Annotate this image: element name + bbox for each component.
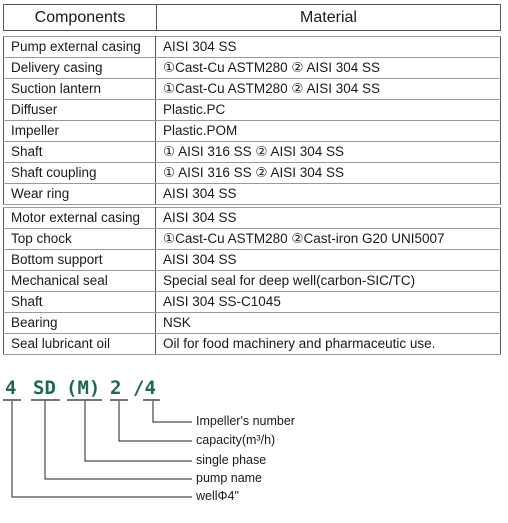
leader-line-impellers xyxy=(153,401,192,422)
code-part-impellers: /4 xyxy=(133,377,156,399)
component-cell: Suction lantern xyxy=(4,79,156,100)
header-material: Material xyxy=(300,8,357,26)
header-components: Components xyxy=(4,5,157,30)
caption-phase: single phase xyxy=(196,453,267,467)
component-cell: Top chock xyxy=(4,229,156,250)
code-part-series: SD xyxy=(33,377,56,399)
code-part-capacity: 2 xyxy=(110,377,122,399)
leader-line-phase xyxy=(85,401,192,461)
caption-impellers: Impeller's number xyxy=(196,414,295,428)
caption-capacity: capacity(m³/h) xyxy=(196,433,276,447)
material-cell: ①Cast-Cu ASTM280 ② AISI 304 SS xyxy=(156,58,501,79)
material-cell: AISI 304 SS xyxy=(156,250,501,271)
component-cell: Pump external casing xyxy=(4,37,156,58)
material-cell: NSK xyxy=(156,313,501,334)
component-cell: Diffuser xyxy=(4,100,156,121)
leader-line-capacity xyxy=(119,401,192,441)
component-cell: Seal lubricant oil xyxy=(4,334,156,355)
material-cell: Oil for food machinery and pharmaceutic use. xyxy=(156,334,501,355)
component-cell: Motor external casing xyxy=(4,208,156,229)
component-cell: Impeller xyxy=(4,121,156,142)
component-cell: Wear ring xyxy=(4,184,156,205)
component-cell: Bearing xyxy=(4,313,156,334)
material-cell: Plastic.POM xyxy=(156,121,501,142)
material-cell: Plastic.PC xyxy=(156,100,501,121)
component-cell: Mechanical seal xyxy=(4,271,156,292)
component-cell: Bottom support xyxy=(4,250,156,271)
caption-wellsize: wellΦ4" xyxy=(196,489,239,503)
material-cell: AISI 304 SS xyxy=(156,37,501,58)
code-part-phase: (M) xyxy=(66,377,101,399)
component-cell: Shaft xyxy=(4,142,156,163)
component-cell: Shaft xyxy=(4,292,156,313)
material-cell: AISI 304 SS-C1045 xyxy=(156,292,501,313)
material-cell: AISI 304 SS xyxy=(156,208,501,229)
component-cell: Shaft coupling xyxy=(4,163,156,184)
material-cell: AISI 304 SS xyxy=(156,184,501,205)
material-cell: ① AISI 316 SS ② AISI 304 SS xyxy=(156,142,501,163)
leader-line-wellsize xyxy=(12,401,192,497)
caption-pumpname: pump name xyxy=(196,471,263,485)
material-cell: Special seal for deep well(carbon-SIC/TC) xyxy=(156,271,501,292)
material-cell: ①Cast-Cu ASTM280 ② AISI 304 SS xyxy=(156,79,501,100)
material-cell: ①Cast-Cu ASTM280 ②Cast-iron G20 UNI5007 xyxy=(156,229,501,250)
component-cell: Delivery casing xyxy=(4,58,156,79)
material-cell: ① AISI 316 SS ② AISI 304 SS xyxy=(156,163,501,184)
code-part-size: 4 xyxy=(5,377,17,399)
